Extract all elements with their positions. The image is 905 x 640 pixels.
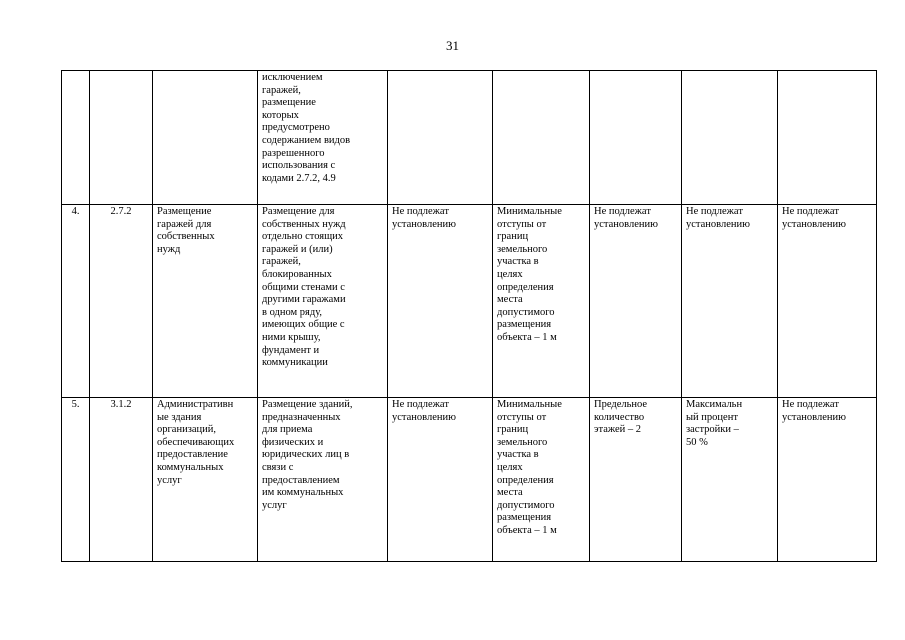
table-row	[62, 398, 877, 562]
use-name-cell: Административн ые здания организаций, обеспечивающих предоставление коммунальных услуг	[153, 398, 258, 562]
coverage-cell: Не подлежат установлению	[682, 205, 778, 398]
use-name-cell	[153, 71, 258, 205]
param-cell-5: Не подлежат установлению	[388, 205, 493, 398]
coverage-cell: Максимальн ый процент застройки – 50 %	[682, 398, 778, 562]
use-code-cell: 3.1.2	[90, 398, 153, 562]
floors-cell: Предельное количество этажей – 2	[590, 398, 682, 562]
setback-cell	[493, 71, 590, 205]
use-name-cell: Размещение гаражей для собственных нужд	[153, 205, 258, 398]
use-code-cell	[90, 71, 153, 205]
setback-cell: Минимальные отступы от границ земельного участка в целях определения места допустимого размещения объекта – 1 м	[493, 398, 590, 562]
table-row	[62, 71, 877, 205]
param-cell-9: Не подлежат установлению	[778, 398, 877, 562]
row-number-cell: 5.	[62, 398, 90, 562]
row-number-cell: 4.	[62, 205, 90, 398]
page-number: 31	[446, 38, 459, 53]
table-row	[62, 205, 877, 398]
use-description-cell: исключением гаражей, размещение которых предусмотрено содержанием видов разрешенного использования с кодами 2.7.2, 4.9	[258, 71, 388, 205]
use-description-cell: Размещение зданий, предназначенных для приема физических и юридических лиц в связи с предоставлением им коммунальных услуг	[258, 398, 388, 562]
zoning-table	[61, 70, 877, 562]
param-cell-9: Не подлежат установлению	[778, 205, 877, 398]
param-cell-5: Не подлежат установлению	[388, 398, 493, 562]
use-code-cell: 2.7.2	[90, 205, 153, 398]
row-number-cell	[62, 71, 90, 205]
param-cell-9	[778, 71, 877, 205]
floors-cell: Не подлежат установлению	[590, 205, 682, 398]
param-cell-5	[388, 71, 493, 205]
coverage-cell	[682, 71, 778, 205]
floors-cell	[590, 71, 682, 205]
setback-cell: Минимальные отступы от границ земельного участка в целях определения места допустимого размещения объекта – 1 м	[493, 205, 590, 398]
use-description-cell: Размещение для собственных нужд отдельно стоящих гаражей и (или) гаражей, блокированных общими стенами с другими гаражами в одном ряду, имеющих общие с ними крышу, фундамент и коммуникации	[258, 205, 388, 398]
